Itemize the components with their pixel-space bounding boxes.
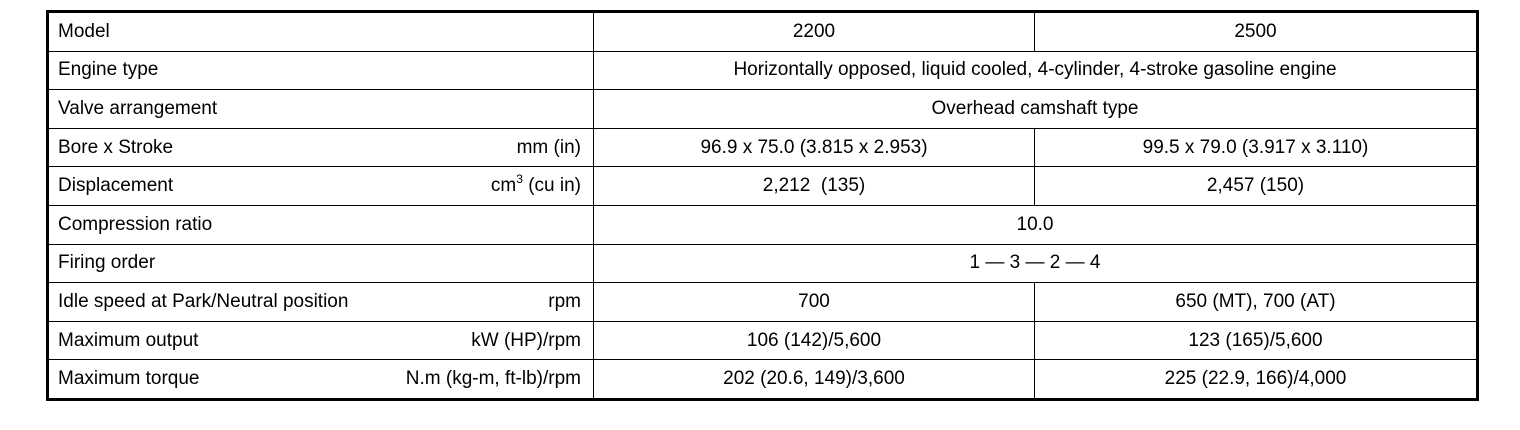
bore-stroke-unit: mm (in) (516, 136, 581, 158)
displacement-label: Displacement (58, 175, 174, 197)
firing-order-label-cell (48, 244, 594, 283)
max-output-label-cell (48, 321, 594, 360)
firing-order-label: Firing order (58, 252, 156, 274)
table-row-valve-arrangement (48, 90, 1478, 129)
idle-speed-unit: rpm (548, 290, 581, 312)
displacement-unit-suffix: (cu in) (522, 175, 581, 197)
idle-speed-2500-value: 650 (MT), 700 (AT) (1035, 283, 1478, 322)
max-torque-2200-value: 202 (20.6, 149)/3,600 (594, 360, 1035, 400)
firing-order-value: 1 — 3 — 2 — 4 (594, 244, 1478, 283)
table-row-compression-ratio (48, 205, 1478, 244)
bore-stroke-label: Bore x Stroke (58, 136, 174, 158)
model-header-label: Model (58, 20, 110, 42)
table-row-max-output (48, 321, 1478, 360)
table-row-model (48, 12, 1478, 52)
engine-type-label-cell (48, 51, 594, 90)
idle-speed-2200-value: 700 (594, 283, 1035, 322)
compression-ratio-label: Compression ratio (58, 213, 213, 235)
table-row-idle-speed (48, 283, 1478, 322)
max-torque-label-cell (48, 360, 594, 400)
model-2500-header: 2500 (1035, 12, 1478, 52)
engine-type-label: Engine type (58, 59, 159, 81)
max-output-label: Maximum output (58, 329, 199, 351)
engine-spec-table (46, 10, 1479, 401)
engine-type-value: Horizontally opposed, liquid cooled, 4-cylinder, 4-stroke gasoline engine (594, 51, 1478, 90)
compression-ratio-value: 10.0 (594, 205, 1478, 244)
idle-speed-label: Idle speed at Park/Neutral position (58, 290, 349, 312)
max-output-2500-value: 123 (165)/5,600 (1035, 321, 1478, 360)
valve-arrangement-value: Overhead camshaft type (594, 90, 1478, 129)
model-2200-header: 2200 (594, 12, 1035, 52)
idle-speed-label-cell (48, 283, 594, 322)
displacement-2200-value: 2,212 (135) (594, 167, 1035, 206)
max-output-unit: kW (HP)/rpm (471, 329, 581, 351)
table-row-engine-type (48, 51, 1478, 90)
table-row-displacement (48, 167, 1478, 206)
max-torque-label: Maximum torque (58, 368, 200, 390)
displacement-unit (490, 172, 581, 197)
bore-stroke-2500-value: 99.5 x 79.0 (3.917 x 3.110) (1035, 128, 1478, 167)
max-torque-unit: N.m (kg-m, ft-lb)/rpm (405, 368, 581, 390)
table-row-max-torque (48, 360, 1478, 400)
table-row-firing-order (48, 244, 1478, 283)
max-output-2200-value: 106 (142)/5,600 (594, 321, 1035, 360)
bore-stroke-2200-value: 96.9 x 75.0 (3.815 x 2.953) (594, 128, 1035, 167)
displacement-unit-base: cm (490, 175, 517, 197)
bore-stroke-label-cell (48, 128, 594, 167)
compression-ratio-label-cell (48, 205, 594, 244)
max-torque-2500-value: 225 (22.9, 166)/4,000 (1035, 360, 1478, 400)
displacement-2500-value: 2,457 (150) (1035, 167, 1478, 206)
displacement-unit-exponent: 3 (516, 172, 523, 187)
model-header-cell (48, 12, 594, 52)
table-row-bore-stroke (48, 128, 1478, 167)
valve-arrangement-label: Valve arrangement (58, 97, 218, 119)
valve-arrangement-label-cell (48, 90, 594, 129)
displacement-label-cell (48, 167, 594, 206)
